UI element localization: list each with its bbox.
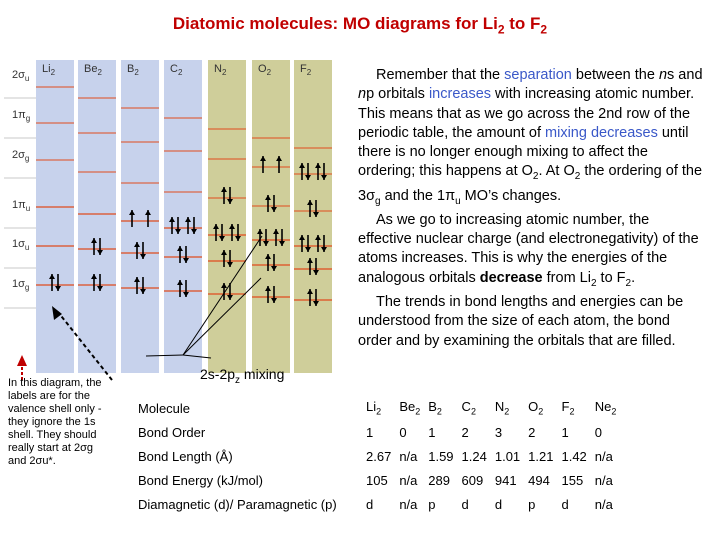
table-cell: n/a (399, 448, 418, 464)
table-cell: p (428, 496, 436, 512)
column-background (164, 60, 202, 373)
table-row (134, 444, 620, 468)
table-cell: 1 (561, 424, 569, 440)
table-cell: n/a (594, 496, 613, 512)
mixing-label: $2s-2p_z$ mixing (200, 366, 285, 386)
orbital-row-label: $1\pi_g$ (12, 109, 31, 123)
table-cell: 1.42 (561, 448, 587, 464)
table-cell: 105 (366, 472, 388, 488)
molecule-header: $Ne_2$ (594, 399, 617, 417)
table-row (134, 468, 620, 492)
table-cell: n/a (399, 496, 418, 512)
table-cell: 3 (494, 424, 503, 440)
column-label: $O_2$ (258, 63, 272, 77)
column-background (36, 60, 74, 373)
table-cell: 1 (428, 424, 436, 440)
column-background (121, 60, 159, 373)
table-cell: 1.59 (428, 448, 454, 464)
table-cell: 2.67 (366, 448, 392, 464)
slide-title: Diatomic molecules: MO diagrams for $Li_2$ to $F_2$ (172, 14, 548, 37)
table-cell: 2 (461, 424, 469, 440)
table-cell: d (561, 496, 569, 512)
orbital-row-label: $1\pi_u$ (12, 199, 31, 213)
side-note: In this diagram, the labels are for the valence shell only - they ignore the 1s shell. They should really start at 2σg and 2σu*. (8, 377, 102, 467)
table-cell: 1.24 (461, 448, 487, 464)
table-header-row (134, 396, 620, 420)
table-cell: 289 (428, 472, 450, 488)
column-background (294, 60, 332, 373)
table-cell: 1.01 (494, 448, 521, 464)
paragraph-2: As we go to increasing atomic number, the effective nuclear charge (and electronegativity) of the atoms increases. This is why the energies of the analogous orbitals decrease from $Li_2$ to $F_2$. (358, 211, 699, 289)
column-background (208, 60, 246, 373)
orbital-row-label: $2\sigma_g$ (12, 149, 30, 163)
table-row (134, 420, 620, 444)
orbital-row-label: $1\sigma_g$ (12, 278, 30, 292)
orbital-row-label: $1\sigma_u$ (12, 238, 30, 252)
column-label: $N_2$ (214, 63, 227, 77)
table-cell: 494 (528, 472, 550, 488)
column-label: $C_2$ (170, 63, 183, 77)
paragraph-1: Remember that the separation between the ns and np orbitals increases with increasing atomic number. This means that as we go across the 2nd row of the periodic table, the amount of mixing decreases until there is no longer enough mixing to affect the ordering; this happens at $O_2$. At $O_2$ the ordering of the $3\sigma_g$ and the $1\pi_u$ MO’s changes. (358, 67, 703, 207)
properties-table (134, 396, 620, 516)
molecule-header: $C_2$ (461, 399, 476, 417)
molecule-header: $O_2$ (528, 399, 544, 417)
molecule-header: $B_2$ (428, 399, 442, 417)
row-label: Bond Length (Å) (138, 448, 233, 464)
table-cell: 1.21 (528, 448, 554, 464)
column-label: $Li_2$ (42, 63, 56, 77)
table-cell: 155 (561, 472, 584, 488)
pointer-arrow-head (17, 355, 27, 366)
molecule-header: $Li_2$ (366, 399, 382, 417)
table-row (134, 492, 620, 516)
table-cell: 609 (461, 472, 484, 488)
paragraph-3: The trends in bond lengths and energies can be understood from the size of each atom, the bond order and by examining the orbitals that are filled. (358, 293, 684, 349)
row-label: Diamagnetic (d)/ Paramagnetic (p) (138, 496, 337, 512)
table-cell: d (461, 496, 469, 512)
column-label: $B_2$ (127, 63, 139, 77)
table-cell: d (494, 496, 503, 512)
table-cell: n/a (399, 472, 418, 488)
mo-diagram (0, 50, 350, 390)
table-cell: 2 (528, 424, 536, 440)
explanation-text (358, 66, 704, 351)
molecule-header: $F_2$ (561, 399, 575, 417)
table-cell: n/a (594, 448, 613, 464)
table-cell: 941 (494, 472, 517, 488)
molecule-header: $N_2$ (494, 399, 510, 417)
table-cell: 1 (366, 424, 374, 440)
column-label: $Be_2$ (84, 63, 102, 77)
column-background (78, 60, 116, 373)
column-background (252, 60, 290, 373)
table-cell: d (366, 496, 374, 512)
row-label: Bond Energy (kJ/mol) (138, 472, 263, 488)
orbital-row-label: $2\sigma_u$ (12, 69, 30, 83)
row-label: Bond Order (138, 424, 206, 440)
molecule-header: $Be_2$ (399, 399, 421, 417)
table-cell: n/a (594, 472, 613, 488)
header-label: Molecule (138, 400, 191, 416)
table-cell: 0 (399, 424, 407, 440)
table-cell: 0 (594, 424, 603, 440)
column-label: $F_2$ (300, 63, 312, 77)
table-cell: p (528, 496, 536, 512)
